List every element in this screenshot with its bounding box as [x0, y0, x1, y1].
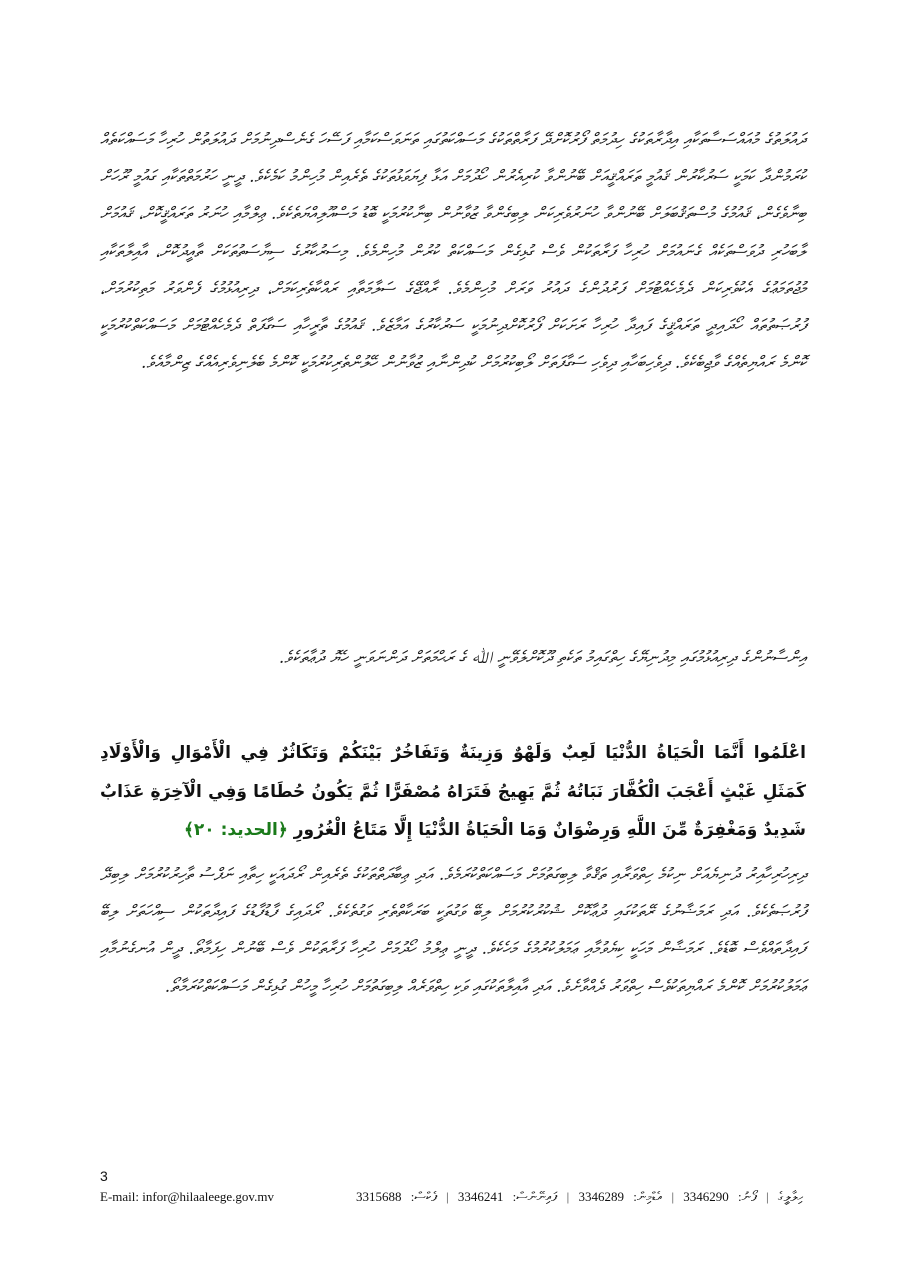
- page-footer: [100, 1186, 806, 1208]
- verse-reference: ﴿الحديد: ٢٠﴾: [183, 820, 288, 840]
- contact-admin-value: 3346289: [578, 1189, 624, 1204]
- contact-phone-value: 3346290: [683, 1189, 729, 1204]
- contact-finance-value: 3346241: [457, 1189, 504, 1204]
- contact-phone-label: ފޯނު:: [738, 1189, 757, 1204]
- contact-org: ހިލާލީގެ: [777, 1189, 803, 1204]
- separator: |: [671, 1189, 675, 1204]
- separator: |: [766, 1189, 769, 1204]
- footer-contacts: [353, 1189, 806, 1205]
- footer-email: [100, 1189, 274, 1205]
- paragraph-2: އިންސާނުންގެ ދިރިއުޅުމުގައި މިދުނިޔޭގެ ހިތްގައިމު ތަކެތި ދޫކޮށްލެވޭނީ ﷲ ގެ ރަޙްމަތަށް ދަންނަވަނީ ހެޔޮ ދުޢާތަކެވެ.: [278, 648, 806, 668]
- email-label: E-mail:: [100, 1189, 139, 1204]
- separator: |: [446, 1189, 449, 1204]
- paragraph-1: ދައުލަތުގެ މުއައްސަސާތަކާއި އިދާރާތަކުގެ ހިދުމަތް ފޯރުކޮށްދޭ ފަރާތްތަކުގެ މަސައްކަތުގައި ތަނަވަސްކަމާއި ފަސޭހަ ގެނެސްދިނުމަށް ދައުލަތުން ހުރިހާ މަސައްކަތެއް ކުރަމުންދާ ކަމަކީ ސަރުކާރުން ޤައުމީ ތަރައްޤީއަށް ބޭނުންވާ ކުރިއެރުން ހޯދުމަށް އަޅާ ފިޔަވަޅުތަކުގެ ތެރެއިން މުހިންމު ކަމެކެވެ. ދީނީ ހަރުމަތްތަކާއި ގައުމީ ރޫހަށް ބިނާވެގެން، ޤައުމުގެ މުސްތަޤުބަލަށް ބޭނުންވާ ހުނަރުވެރިކަން ލިބިގެންވާ ޒުވާނުން ބިނާކުރުމަކީ ބޮޑު މަސްއޫލިއްޔަތެކެވެ. ޢިލްމާއި ހުނަރު ތަރައްޤީކޮށް، ޤައުމަށް ލާބަހުރި ދުވަސްތަކެއް ގެނައުމަށް ހުރިހާ ފަރާތަކުން ވެސް ގުޅިގެން މަސައްކަތް ކުރުން މުހިންމެވެ. މިސަރުކާރުގެ ސިޔާސަތުތަކަށް ތާއީދުކޮށް، އާއިލާތަކާއި މުޖުތަމަޢުގެ އެކުވެރިކަން ދެމެހެއްޓުމަށް ފަރުދުންގެ ދައުރު ވަރަށް މުހިންމެވެ. ރާއްޖޭގެ ސަލާމަތާއި ރައްކާތެރިކަމަށް، ދިރިއުޅުމުގެ ފެންވަރު މަތިކުރުމަށް، ފުރުޞަތުތައް ހޯދައިދީ ތަރައްޤީގެ ފައިދާ ހުރިހާ ރަށަކަށް ފޯރުކޮށްދިނުމަކީ ސަރުކާރުގެ އަމާޒެވެ. ޤައުމުގެ ތާރީހާއި ސަގާފަތް ދެމެހެއްޓުމަށް މަސައްކަތްކުރުމަކީ ކޮންމެ ރައްޔިތެއްގެ ވާޖިބެކެވެ. ދިވެހިބަހާއި ދިވެހި ސަގާފަތަށް ލޯބިކުރުމަށް ކުދިންނާއި ޒުވާނުން ހޭލުންތެރިކުރުމަކީ ކޮންމެ ބެލެނިވެރިއެއްގެ ޒިންމާއެވެ.: [100, 130, 806, 374]
- contact-fax-value: 3315688: [356, 1189, 402, 1204]
- page-number: 3: [100, 1168, 108, 1184]
- quran-verse: [100, 734, 806, 850]
- paragraph-3: ދިރިހުރިހާއިރު ދުނިޔެއަށް ނިކުމެ ހިތްވަރާއި ތަޤްވާ ލިބިގަތުމަށް މަސައްކަތްކުރަމެވެ. އަދި ޢިބާދަތްތަކުގެ ތެރެއިން ރޯދައަކީ ހިތާއި ނަފްސު ތާހިރުކުރުމަށް ލިބިދޭ ފުރުޞަތެކެވެ. އަދި ރަމަޟާނުގެ ރޭތަކުގައި ދުޢާކޮށް ޝުކުރުކުރުމަށް ލިބޭ ވަގުތަކީ ބަރަކާތްތެރި ވަގުތެކެވެ. ރޯދައިގެ ފާޑުފާޑުގެ ފައިދާތަކުން ސިއްހަތަށް ލިބޭ ފައިދާތައްވެސް ބޮޑެވެ. ރަމަޟާން މަހަކީ ކިޔެވުމާއި ޢަމަލުކުރުމުގެ މަހެކެވެ. ދީނީ ޢިލްމު ހޯދުމަށް ހުރިހާ ފަރާތަކުން ވެސް ބޭނުން ހިފަމާތޯ. ދީން އުނގެނުމާއި ޢަމަލުކުރުމަށް ކޮންމެ ރައްޔިތަކުވެސް ހިތްވަރު ދެއްވާށެވެ. އަދި އާއިލާތަކުގައި ވަކި ހިތްވަރެއް ލިބިގަތުމަށް ހުރިހާ މީހުން ގުޅިގެން މަސައްކަތްކުރަމާތޯ.: [100, 865, 806, 997]
- separator: |: [566, 1189, 570, 1204]
- contact-fax-label: ފެކްސް:: [410, 1189, 437, 1204]
- contact-finance-label: ފައިނޭންސް:: [512, 1189, 558, 1204]
- email-address[interactable]: infor@hilaaleege.gov.mv: [142, 1189, 274, 1204]
- verse-text: اعْلَمُوا أَنَّمَا الْحَيَاةُ الدُّنْيَا لَعِبٌ وَلَهْوٌ وَزِينَةٌ وَتَفَاخُرٌ بَيْنَكُمْ وَتَكَاثُرٌ فِي الْأَمْوَالِ وَالْأَوْلَادِ كَمَثَلِ غَيْثٍ أَعْجَبَ الْكُفَّارَ نَبَاتُهُ ثُمَّ يَهِيجُ فَتَرَاهُ مُصْفَرًّا ثُمَّ يَكُونُ حُطَامًا وَفِي الْآخِرَةِ عَذَابٌ شَدِيدٌ وَمَغْفِرَةٌ مِّنَ اللَّهِ وَرِضْوَانٌ وَمَا الْحَيَاةُ الدُّنْيَا إِلَّا مَتَاعُ الْغُرُورِ: [100, 743, 806, 840]
- contact-admin-label: އެޑްމިން:: [633, 1189, 663, 1204]
